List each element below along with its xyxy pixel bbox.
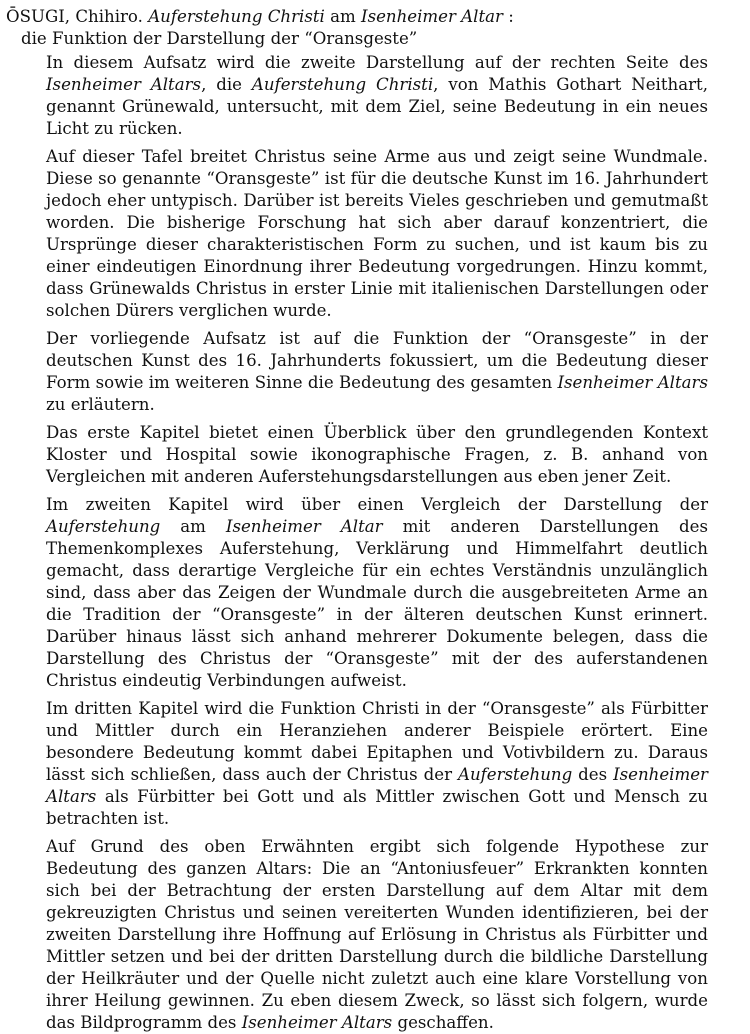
paragraph-7 [46, 836, 708, 1034]
paragraph-6-text-2: des [572, 765, 614, 784]
paragraph-1-italic-2: Auferstehung Christi [251, 75, 434, 94]
article-heading [6, 6, 708, 50]
paragraph-2-text: Auf dieser Tafel breitet Christus seine Arme aus und zeigt seine Wundmale. Diese so genannte “Oransgeste” ist für die deutsche Kunst im 16. Jahrhundert jedoch eher untypisch. Darüber ist bereits Vieles geschrieben und gemutmaßt worden. Die bisherige Forschung hat sich aber darauf konzentriert, die Ursprünge dieser charakteristischen Form zu suchen, und ist kaum bis zu einer eindeutigen Einordnung ihrer Bedeutung vorgedrungen. Hinzu kommt, dass Grünewalds Christus in erster Linie mit italienischen Darstellungen oder solchen Dürers verglichen wurde. [46, 147, 708, 320]
paragraph-1-text-2: , die [201, 75, 252, 94]
paragraph-4-text: Das erste Kapitel bietet einen Überblick über den grundlegenden Kontext Kloster und Hospital sowie ikonographische Fragen, z. B. anhand von Vergleichen mit anderen Auferstehungsdarstellungen aus eben jener Zeit. [46, 423, 708, 486]
paragraph-1-italic-1: Isenheimer Altars [46, 75, 202, 94]
paragraph-7-italic-1: Isenheimer Altars [241, 1013, 393, 1032]
heading-title-italic-2: Isenheimer Altar [361, 7, 503, 26]
heading-line-1 [6, 7, 514, 26]
paragraph-5-text-3: mit anderen Darstellungen des Themenkomplexes Auferstehung, Verklärung und Himmelfahrt deutlich gemacht, dass derartige Vergleiche für ein echtes Verständnis unzulänglich sind, dass aber das Zeigen der Wundmale durch die ausgebreiteten Arme an die Tradition der “Oransgeste” in der älteren deutschen Kunst erinnert. Darüber hinaus lässt sich anhand mehrerer Dokumente belegen, dass die Darstellung des Christus der “Oransgeste” mit der des auferstandenen Christus eindeutig Verbindungen aufweist. [46, 517, 708, 690]
paragraph-3-text-1: Der vorliegende Aufsatz ist auf die Funktion der “Oransgeste” in der deutschen Kunst des 16. Jahrhunderts fokussiert, um die Bedeutung dieser Form sowie im weiteren Sinne die Bedeutung des gesamten [46, 329, 708, 392]
heading-title-italic-1: Auferstehung Christi [148, 7, 325, 26]
heading-connector: am [324, 7, 362, 26]
paragraph-6-italic-2: Isenheimer Altars [46, 765, 708, 806]
paragraph-5-text-1: Im zweiten Kapitel wird über einen Vergleich der Darstellung der [46, 495, 708, 514]
paragraph-6-text-1: Im dritten Kapitel wird die Funktion Christi in der “Oransgeste” als Fürbitter und Mittler durch ein Heranziehen anderer Beispiele erörtert. Eine besondere Bedeutung kommt dabei Epitaphen und Votivbildern zu. Daraus lässt sich schließen, dass auch der Christus der [46, 699, 708, 784]
paragraph-4 [46, 422, 708, 488]
paragraph-6-italic-1: Auferstehung [457, 765, 573, 784]
paragraph-1-text-3: , von Mathis Gothart Neithart, genannt Grünewald, untersucht, mit dem Ziel, seine Bedeutung in ein neues Licht zu rücken. [46, 75, 708, 138]
paragraph-3-text-2: zu erläutern. [46, 395, 155, 414]
heading-colon: : [502, 7, 514, 26]
heading-author: ŌSUGI, Chihiro. [6, 7, 149, 26]
paragraph-5-italic-1: Auferstehung [46, 517, 161, 536]
paragraph-3-italic-1: Isenheimer Altars [557, 373, 708, 392]
paragraph-5 [46, 494, 708, 692]
paragraph-1-text-1: In diesem Aufsatz wird die zweite Darstellung auf der rechten Seite des [46, 53, 708, 72]
paragraph-5-text-2: am [160, 517, 226, 536]
paragraph-3 [46, 328, 708, 416]
paragraph-6-text-3: als Fürbitter bei Gott und als Mittler zwischen Gott und Mensch zu betrachten ist. [46, 787, 708, 828]
paragraph-7-text-1: Auf Grund des oben Erwähnten ergibt sich folgende Hypothese zur Bedeutung des ganzen Altars: Die an “Antoniusfeuer” Erkrankten konnten sich bei der Betrachtung der ersten Darstellung auf dem Altar mit dem gekreuzigten Christus und seinen vereiterten Wunden identifizieren, bei der zweiten Darstellung ihre Hoffnung auf Erlösung in Christus als Fürbitter und Mittler setzen und bei der dritten Darstellung durch die bildliche Darstellung der Heilkräuter und der Quelle nicht zuletzt auch eine klare Vorstellung von ihrer Heilung gewinnen. Zu eben diesem Zweck, so lässt sich folgern, wurde das Bildprogramm des [46, 837, 708, 1032]
paragraph-2 [46, 146, 708, 322]
paragraph-7-text-2: geschaffen. [392, 1013, 494, 1032]
paragraph-5-italic-2: Isenheimer Altar [225, 517, 383, 536]
heading-line-2: die Funktion der Darstellung der “Oransgeste” [21, 29, 418, 48]
paragraph-1 [46, 52, 708, 140]
paragraph-6 [46, 698, 708, 830]
